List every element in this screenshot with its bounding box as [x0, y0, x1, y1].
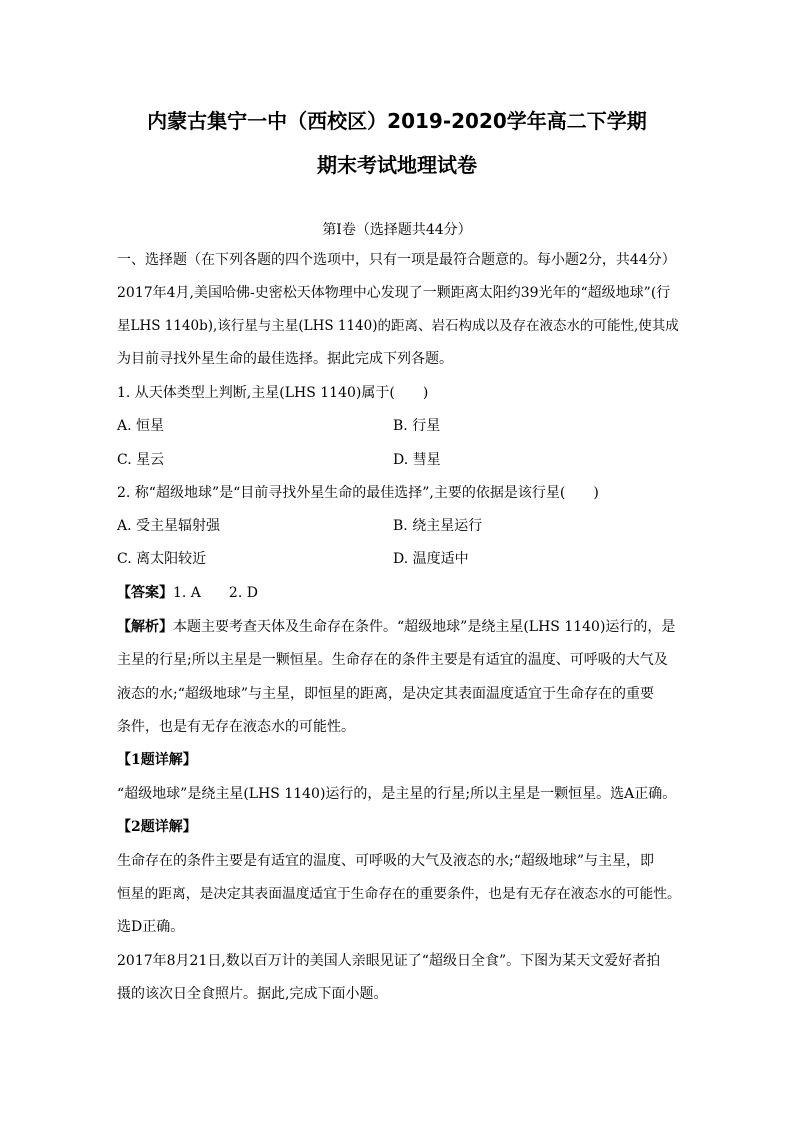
question2-option-c: C. 离太阳较近 [117, 551, 207, 567]
detail1-label: 【1题详解】 [117, 752, 197, 768]
question1-option-a: A. 恒星 [117, 418, 165, 434]
passage1-line1: 2017年4月,美国哈佛-史密松天体物理中心发现了一颗距离太阳约39光年的“超级地球”(行 [117, 285, 671, 301]
instruction-text: 一、选择题（在下列各题的四个选项中，只有一项是最符合题意的。每小题2分，共44分） [117, 252, 676, 268]
answer-line [117, 577, 687, 610]
analysis-text-1: 本题主要考查天体及生命存在条件。“超级地球”是绕主星(LHS 1140)运行的，是 [173, 619, 676, 635]
question2-stem: 2. 称“超级地球”是“目前寻找外星生命的最佳选择”,主要的依据是该行星( ) [117, 485, 599, 501]
answer-text: 1. A 2. D [173, 585, 258, 601]
analysis-line3: 液态的水;“超级地球”与主星，即恒星的距离，是决定其表面温度适宜于生命存在的重要 [117, 686, 655, 702]
detail2-line1: 生命存在的条件主要是有适宜的温度、可呼吸的大气及液态的水;“超级地球”与主星，即 [117, 853, 655, 869]
question2-option-d: D. 温度适中 [393, 551, 469, 567]
analysis-label: 【解析】 [117, 619, 173, 635]
question1-option-b: B. 行星 [393, 418, 441, 434]
passage2-line1: 2017年8月21日,数以百万计的美国人亲眼见证了“超级日全食”。下图为某天文爱好者拍 [117, 953, 661, 969]
passage2-line2: 摄的该次日全食照片。据此,完成下面小题。 [117, 986, 388, 1002]
question1-option-d: D. 彗星 [393, 452, 441, 468]
analysis-line4: 条件，也是有无存在液态水的可能性。 [117, 719, 355, 735]
page-title-line1: 内蒙古集宁一中（西校区）2019-2020学年高二下学期 [147, 109, 647, 133]
answer-label: 【答案】 [117, 585, 173, 601]
passage1-line3: 为目前寻找外星生命的最佳选择。据此完成下列各题。 [117, 351, 453, 367]
question1-option-c: C. 星云 [117, 452, 165, 468]
analysis-line1 [117, 611, 687, 644]
detail2-label: 【2题详解】 [117, 819, 197, 835]
section-heading: 第I卷（选择题共44分） [322, 222, 472, 238]
detail2-line3: 选D正确。 [117, 919, 185, 935]
analysis-line2: 主星的行星;所以主星是一颗恒星。生命存在的条件主要是有适宜的温度、可呼吸的大气及 [117, 652, 668, 668]
passage1-line2: 星LHS 1140b),该行星与主星(LHS 1140)的距离、岩石构成以及存在液态水的可能性,使其成 [117, 318, 679, 334]
page-title-line2: 期末考试地理试卷 [317, 153, 477, 177]
question1-stem: 1. 从天体类型上判断,主星(LHS 1140)属于( ) [117, 385, 429, 401]
question2-option-b: B. 绕主星运行 [393, 518, 483, 534]
detail2-line2: 恒星的距离，是决定其表面温度适宜于生命存在的重要条件，也是有无存在液态水的可能性。 [117, 886, 681, 902]
detail1-text: “超级地球”是绕主星(LHS 1140)运行的，是主星的行星;所以主星是一颗恒星。选A正确。 [117, 786, 677, 802]
question2-option-a: A. 受主星辐射强 [117, 518, 221, 534]
